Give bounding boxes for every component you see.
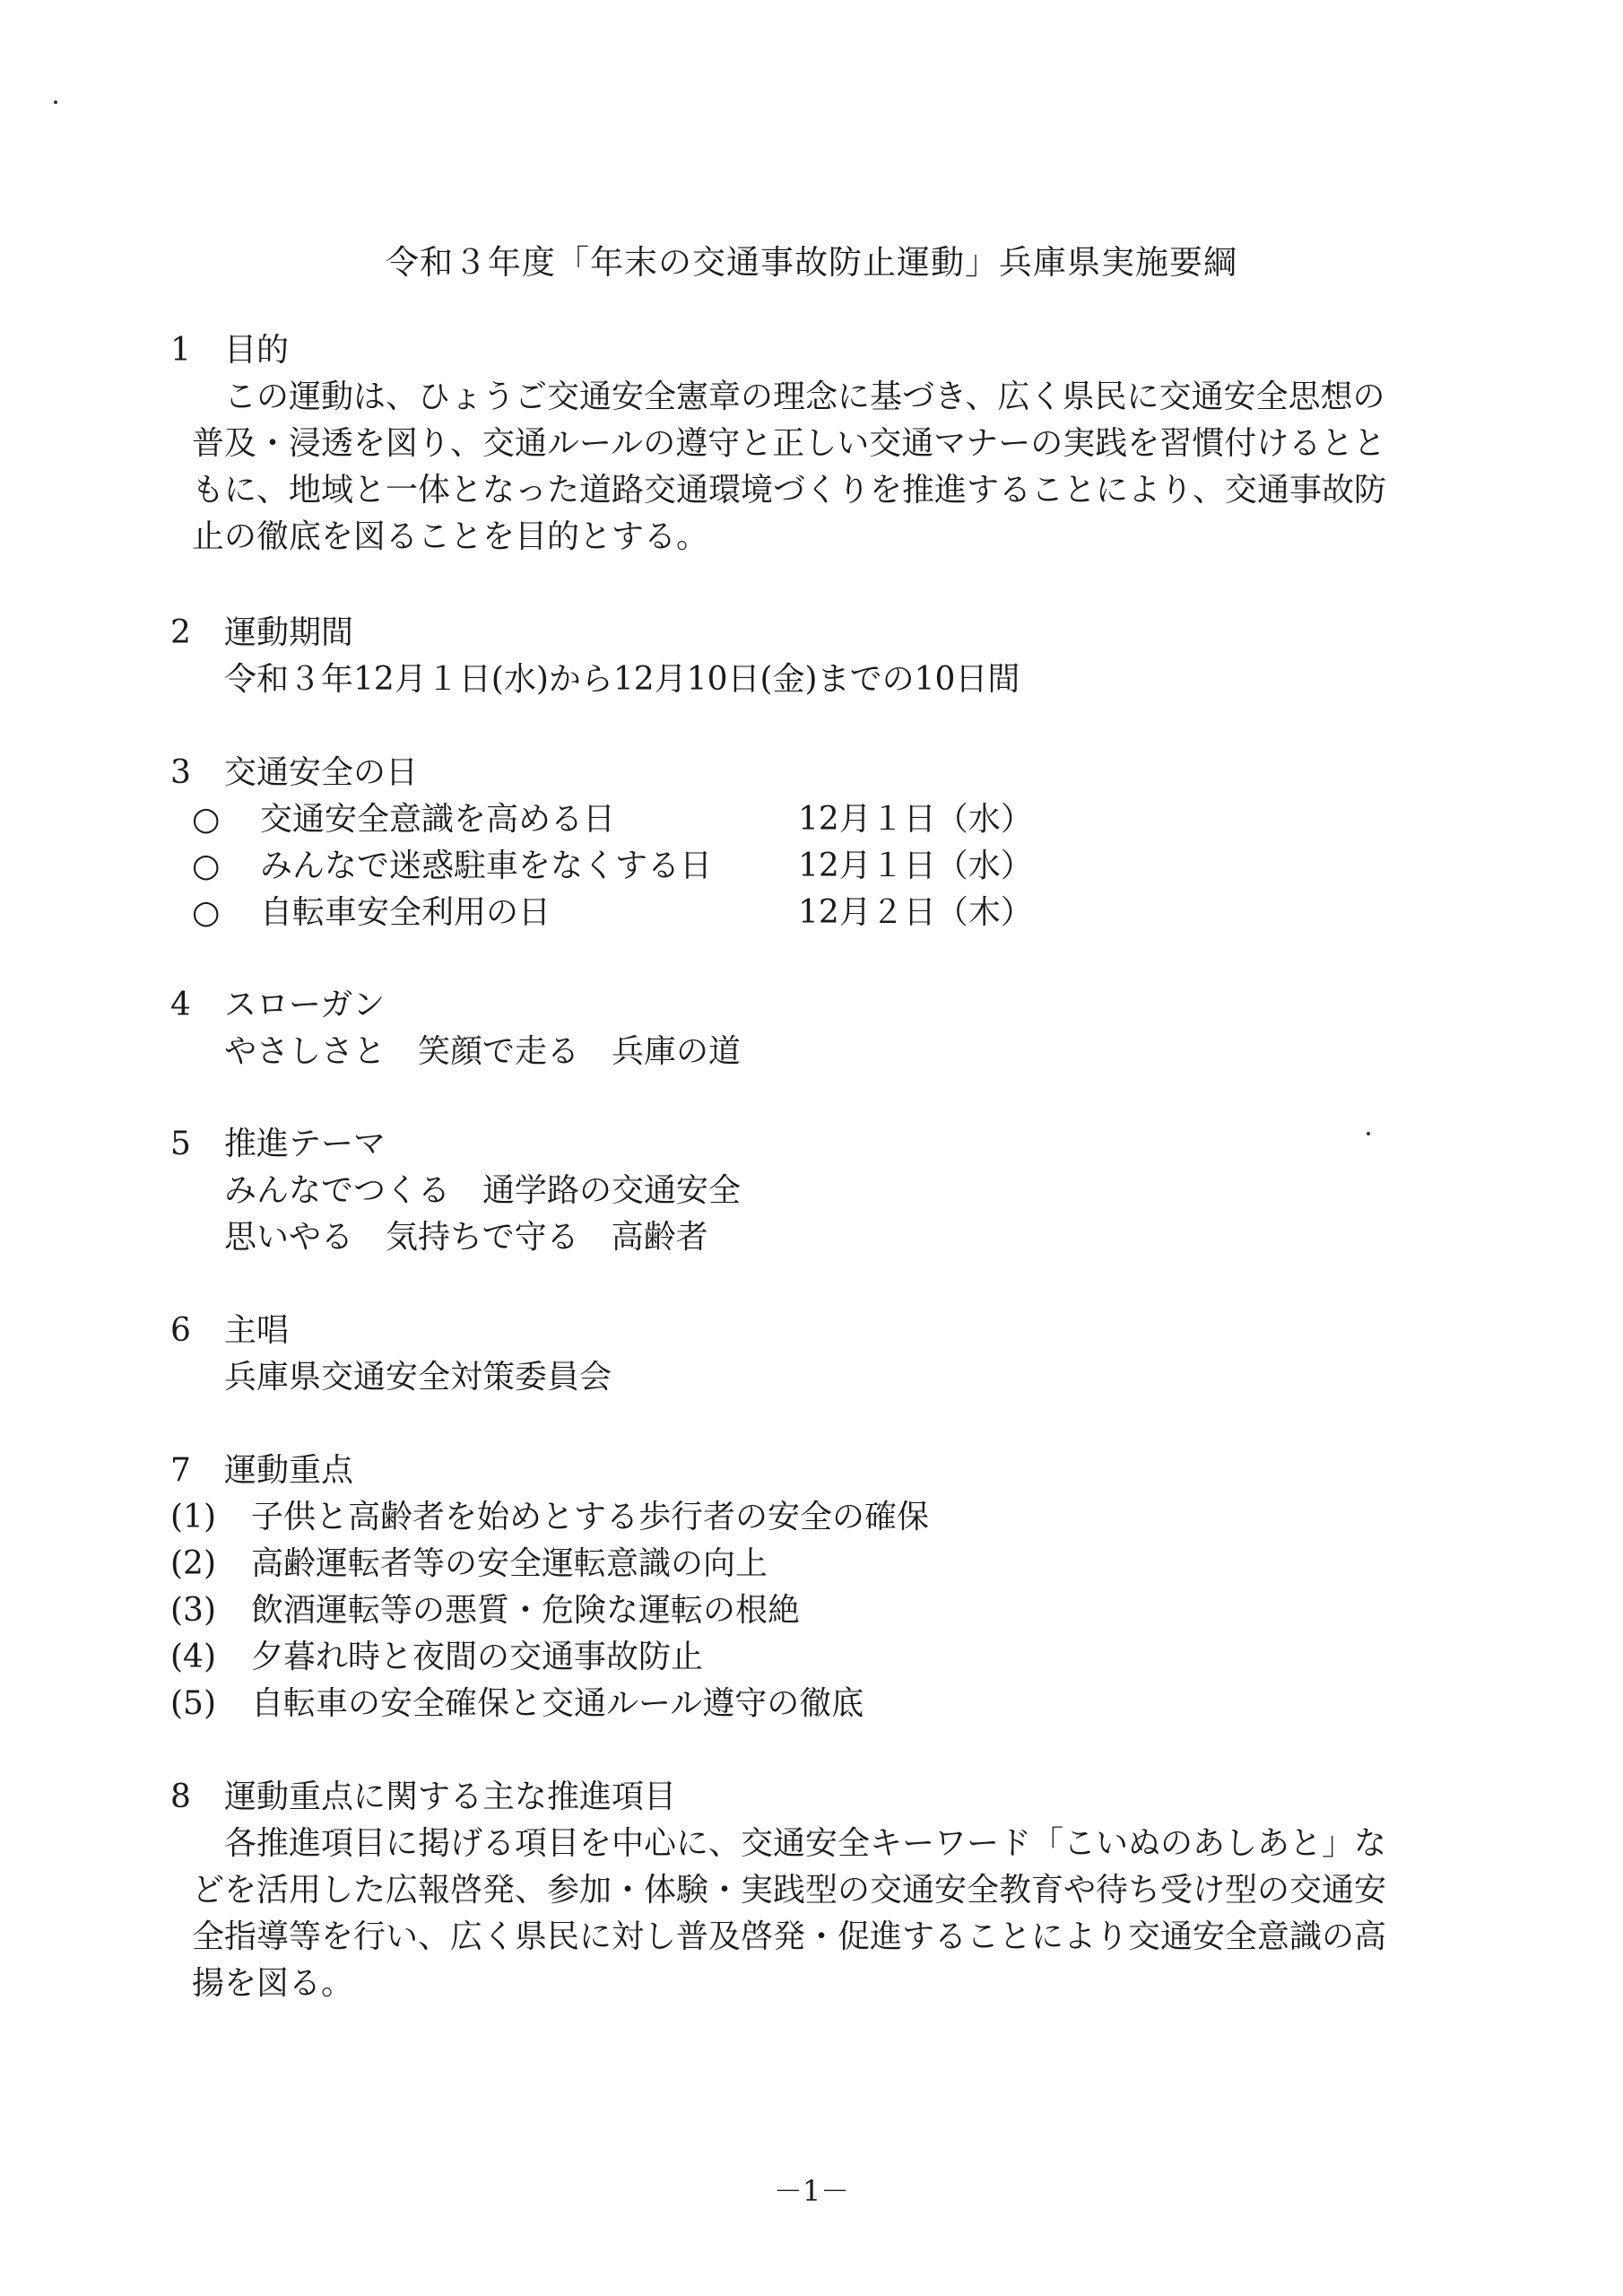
list-item (170, 890, 1426, 936)
section-body: やさしさと 笑顔で走る 兵庫の道 (224, 1033, 742, 1070)
day-date: 12月２日（木） (798, 894, 1033, 931)
list-item (170, 1681, 1426, 1727)
circle-bullet: ○ (192, 894, 221, 931)
section-slogan (170, 982, 1426, 1075)
list-item (170, 1634, 1426, 1681)
day-date: 12月１日（水） (798, 848, 1033, 884)
section-heading (170, 1121, 1426, 1168)
list-item (170, 1494, 1426, 1541)
section-number: 8 (170, 1779, 191, 1815)
section-body: この運動は、ひょうご交通安全憲章の理念に基づき、広く県民に交通安全思想の普及・浸透を図り、交通ルールの遵守と正しい交通マナーの実践を習慣付けるとともに、地域と一体となった道路交通環境づくりを推進することにより、交通事故防止の徹底を図ることを目的とする。 (192, 378, 1387, 555)
list-item (170, 1541, 1426, 1587)
item-text: 高齢運転者等の安全運転意識の向上 (251, 1545, 768, 1582)
item-number: (5) (170, 1685, 216, 1722)
section-period (170, 610, 1426, 703)
section-heading (170, 982, 1426, 1029)
theme-line: みんなでつくる 通学路の交通安全 (224, 1172, 742, 1209)
list-item (170, 1587, 1426, 1634)
section-title: 運動重点に関する主な推進項目 (224, 1779, 677, 1815)
section-body: 各推進項目に掲げる項目を中心に、交通安全キーワード「こいぬのあしあと」などを活用した広報啓発、参加・体験・実践型の交通安全教育や待ち受け型の交通安全指導等を行い、広く県民に対し普及啓発・促進することにより交通安全意識の高揚を図る。 (192, 1825, 1387, 2002)
item-number: (3) (170, 1592, 216, 1629)
section-number: 4 (170, 987, 191, 1023)
item-text: 夕暮れ時と夜間の交通事故防止 (251, 1639, 704, 1675)
scan-speck (1367, 1132, 1370, 1135)
section-number: 3 (170, 754, 191, 791)
section-theme (170, 1121, 1426, 1261)
section-heading (170, 610, 1426, 657)
section-number: 6 (170, 1312, 191, 1349)
section-safety-days (170, 750, 1426, 936)
item-number: (2) (170, 1545, 216, 1582)
section-heading (170, 327, 1426, 374)
section-title: 運動重点 (224, 1452, 354, 1489)
scan-speck (54, 100, 57, 104)
day-name: 交通安全意識を高める日 (260, 801, 616, 838)
section-body: 兵庫県交通安全対策委員会 (224, 1359, 612, 1396)
section-title: スローガン (224, 987, 386, 1023)
page-number: －1－ (773, 2174, 850, 2208)
section-title: 運動期間 (224, 614, 354, 651)
section-number: 1 (170, 332, 191, 369)
section-number: 2 (170, 614, 191, 651)
day-date: 12月１日（水） (798, 801, 1033, 838)
circle-bullet: ○ (192, 848, 221, 884)
item-number: (1) (170, 1499, 216, 1535)
list-item (170, 796, 1426, 843)
section-promotion (170, 1774, 1426, 2007)
section-title: 交通安全の日 (224, 754, 419, 791)
list-item (170, 843, 1426, 890)
item-text: 自転車の安全確保と交通ルール遵守の徹底 (251, 1685, 864, 1722)
day-name: 自転車安全利用の日 (260, 894, 551, 931)
day-name: みんなで迷惑駐車をなくする日 (260, 848, 713, 884)
section-heading (170, 1774, 1426, 1821)
section-number: 7 (170, 1452, 191, 1489)
section-body: 令和３年12月１日(水)から12月10日(金)までの10日間 (224, 661, 1020, 698)
section-purpose (170, 327, 1426, 561)
item-number: (4) (170, 1639, 216, 1675)
theme-line: 思いやる 気持ちで守る 高齢者 (224, 1219, 708, 1256)
section-heading (170, 1448, 1426, 1494)
section-heading (170, 1308, 1426, 1354)
section-priorities (170, 1448, 1426, 1727)
section-title: 目的 (224, 332, 290, 369)
section-number: 5 (170, 1126, 191, 1162)
item-text: 子供と高齢者を始めとする歩行者の安全の確保 (251, 1499, 930, 1535)
section-heading (170, 750, 1426, 796)
item-text: 飲酒運転等の悪質・危険な運転の根絶 (251, 1592, 801, 1629)
section-sponsor (170, 1308, 1426, 1401)
document-title: 令和３年度「年末の交通事故防止運動」兵庫県実施要綱 (386, 243, 1237, 282)
section-title: 推進テーマ (224, 1126, 386, 1162)
section-title: 主唱 (224, 1312, 290, 1349)
circle-bullet: ○ (192, 801, 221, 838)
